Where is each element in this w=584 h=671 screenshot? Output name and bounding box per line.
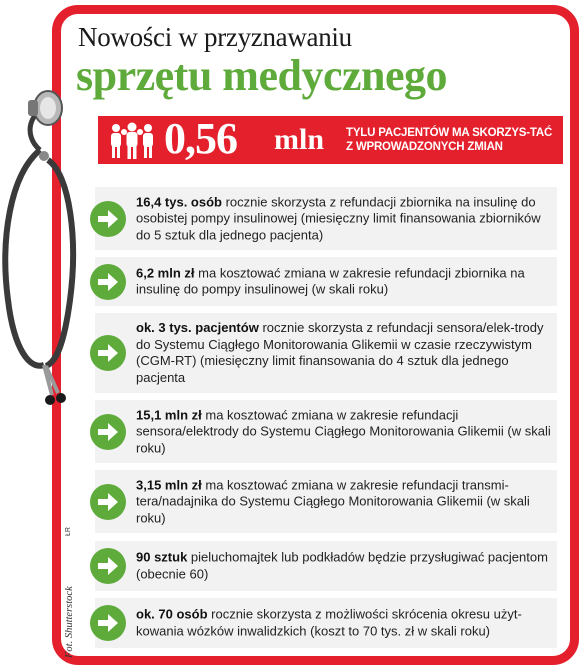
info-item bbox=[95, 187, 557, 250]
info-item bbox=[95, 257, 557, 306]
info-item bbox=[95, 470, 557, 533]
photo-credit-text: Fot. Shutterstock bbox=[64, 586, 75, 658]
info-item-description: rocznie skorzysta z możliwości skrócenia okresu użyt-kowania wózków inwalidzkich (koszt to 70 tys. zł w skali roku) bbox=[136, 606, 522, 638]
title-line-2: sprzętu medycznego bbox=[76, 51, 448, 100]
banner-value: 0,56 bbox=[164, 114, 237, 163]
banner-text: TYLU PACJENTÓW MA SKORZYS-TAĆ Z WPROWADZONYCH ZMIAN bbox=[346, 127, 553, 153]
info-item bbox=[95, 541, 557, 591]
info-item bbox=[95, 598, 557, 648]
info-item bbox=[95, 400, 557, 463]
arrow-right-circle-icon bbox=[89, 604, 127, 642]
info-item-highlight: 90 sztuk bbox=[136, 549, 188, 565]
info-item-text bbox=[136, 607, 551, 640]
info-item-description: ma kosztować zmiana w zakresie refundacji sensora/elektrody do Systemu Ciągłego Monitorowania Glikemii (w skali roku) bbox=[136, 406, 551, 455]
info-item-highlight: ok. 70 osób bbox=[136, 606, 208, 622]
info-item-highlight: 3,15 mln zł bbox=[136, 476, 202, 492]
info-item-highlight: 16,4 tys. osób bbox=[136, 193, 222, 209]
arrow-right-circle-icon bbox=[89, 547, 127, 585]
info-item-description: ma kosztować zmiana w zakresie refundacji zbiornika na insulinę do pompy insulinowej (w skali roku) bbox=[136, 265, 525, 297]
info-item-text bbox=[136, 407, 551, 457]
author-initials: ŁR bbox=[65, 527, 72, 536]
info-item-description: pieluchomajtek lub podkładów będzie przysługiwać pacjentom (obecnie 60) bbox=[136, 549, 548, 581]
info-item-description: rocznie skorzysta z refundacji sensora/elek-trody do Systemu Ciągłego Monitorowania Glikemii w czasie rzeczywistym (CGM-RT) (miesięczny limit finansowania do 4 sztuk dla jednego pacjenta bbox=[136, 320, 544, 385]
info-item-highlight: ok. 3 tys. pacjentów bbox=[136, 320, 259, 335]
photo-credit bbox=[62, 530, 86, 660]
info-item-text bbox=[136, 550, 551, 583]
info-item-highlight: 6,2 mln zł bbox=[136, 265, 195, 280]
info-item-text bbox=[136, 194, 551, 244]
info-item-text bbox=[136, 265, 551, 298]
info-item-text bbox=[136, 477, 551, 527]
title-line-1: Nowości w przyznawaniu bbox=[78, 22, 352, 52]
arrow-right-circle-icon bbox=[89, 334, 127, 372]
banner-unit: mln bbox=[274, 123, 325, 156]
arrow-right-circle-icon bbox=[89, 200, 127, 238]
info-item-description: ma kosztować zmiana w zakresie refundacji transmi-tera/nadajnika do Systemu Ciągłego Monitorowania Glikemii (w skali roku) bbox=[136, 476, 530, 525]
info-item-description: rocznie skorzysta z refundacji zbiornika na insulinę do osobistej pompy insulinowej (miesięczny limit finansowania zbiorników do 5 sztuk dla jednego pacjenta) bbox=[136, 193, 541, 242]
people-group-icon bbox=[104, 120, 160, 160]
arrow-right-circle-icon bbox=[89, 483, 127, 521]
arrow-right-circle-icon bbox=[89, 413, 127, 451]
info-item-highlight: 15,1 mln zł bbox=[136, 406, 202, 422]
headline-banner bbox=[98, 116, 563, 164]
arrow-right-circle-icon bbox=[89, 263, 127, 301]
info-item bbox=[95, 313, 557, 393]
info-item-text bbox=[136, 320, 551, 386]
